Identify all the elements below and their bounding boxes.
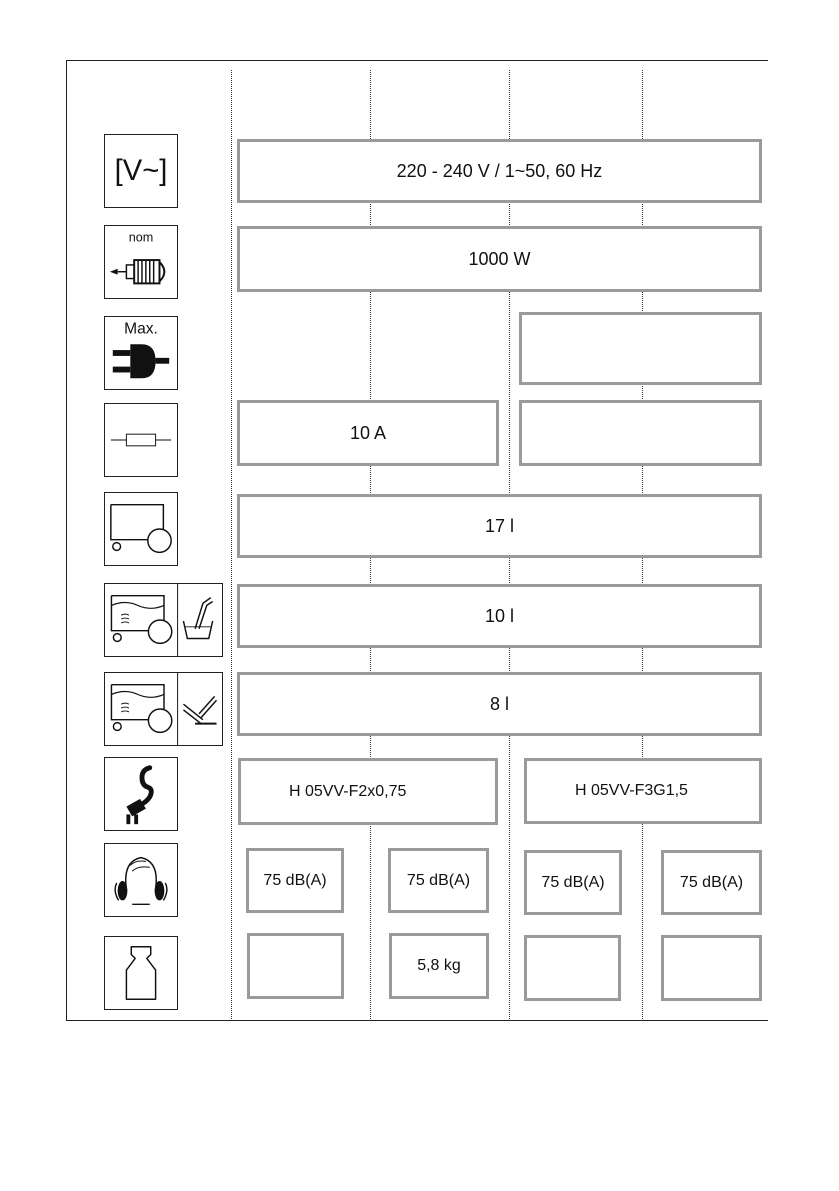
cable-value-2: H 05VV-F3G1,5: [575, 782, 688, 799]
plug-icon: [104, 316, 178, 390]
noise-value-2: 75 dB(A): [406, 871, 471, 889]
voltage-value: 220 - 240 V / 1~50, 60 Hz: [396, 160, 603, 181]
cable-icon: [104, 757, 178, 831]
liquid-floor-icon: [104, 672, 223, 746]
liquid-floor-value-box: [237, 672, 762, 736]
liquid-nozzle-value: 10 l: [484, 605, 515, 626]
max-socket-value-box: [519, 312, 762, 385]
cable-value-1: H 05VV-F2x0,75: [289, 782, 407, 800]
power-value: 1000 W: [468, 248, 531, 269]
weight-icon: [104, 936, 178, 1010]
weight-value-box-3: [524, 935, 621, 1001]
weight-value-box-1: [247, 933, 344, 999]
voltage-icon: [104, 134, 178, 208]
weight-value-2: 5,8 kg: [417, 957, 461, 974]
motor-icon-label: nom: [128, 230, 154, 245]
fuse-value-box-2: [519, 400, 762, 466]
plug-icon-label: Max.: [124, 320, 158, 338]
column-divider: [231, 70, 232, 1021]
voltage-icon-label: [V~]: [114, 154, 168, 187]
liquid-floor-value: 8 l: [489, 693, 509, 714]
voltage-value-box: [237, 139, 762, 203]
noise-value-box-2: [388, 848, 489, 913]
weight-value-box-4: [661, 935, 762, 1001]
motor-icon: [104, 225, 178, 299]
cable-value-box-2: [524, 758, 762, 824]
noise-value-4: 75 dB(A): [679, 873, 744, 891]
liquid-nozzle-icon: [104, 583, 223, 657]
noise-value-box-3: [524, 850, 622, 915]
tank-value-box: [237, 494, 762, 558]
tank-icon: [104, 492, 178, 566]
power-value-box: [237, 226, 762, 292]
liquid-nozzle-value-box: [237, 584, 762, 648]
ear-protection-icon: [104, 843, 178, 917]
tank-value: 17 l: [484, 515, 515, 536]
noise-value-box-4: [661, 850, 762, 915]
cable-value-box-1: [238, 758, 498, 825]
noise-value-3: 75 dB(A): [541, 873, 605, 891]
fuse-icon: [104, 403, 178, 477]
noise-value-1: 75 dB(A): [263, 871, 327, 889]
weight-value-box-2: [389, 933, 489, 999]
fuse-value-1: 10 A: [349, 422, 387, 443]
fuse-value-box-1: [237, 400, 499, 466]
noise-value-box-1: [246, 848, 344, 913]
